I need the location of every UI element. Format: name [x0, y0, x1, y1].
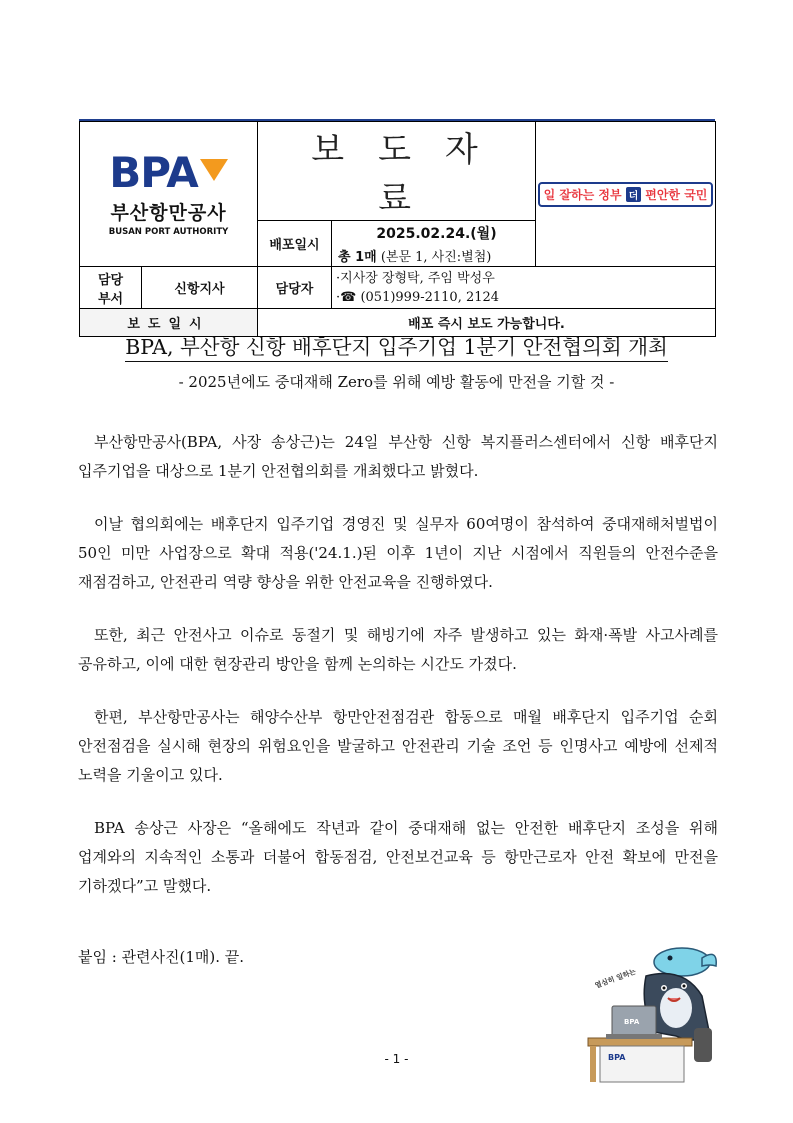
press-release-header [79, 121, 716, 337]
dept-label-line1: 담당 [97, 272, 124, 288]
speech-text: 열심히 일하는 [593, 967, 638, 990]
page-count-detail: (본문 1, 사진:별첨) [380, 249, 492, 265]
desk-brand: BPA [608, 1053, 626, 1062]
headline-text: BPA, 부산항 신항 배후단지 입주기업 1분기 안전협의회 개최 [125, 335, 668, 362]
paragraph-4: 한편, 부산항만공사는 해양수산부 항만안전점검관 합동으로 매월 배후단지 입주기업 순회 안전점검을 실시해 현장의 위험요인을 발굴하고 안전관리 기술 조언 등 인명사고 예방에 선제적 노력을 기울이고 있다. [78, 708, 719, 784]
distribution-info [332, 221, 536, 267]
attachment-note: 붙임 : 관련사진(1매). 끝. [78, 948, 245, 966]
distribution-label: 배포일시 [258, 221, 332, 267]
paragraph-5: BPA 송상근 사장은 “올해에도 작년과 같이 중대재해 없는 안전한 배후단지 조성을 위해 업계와의 지속적인 소통과 더불어 합동점검, 안전보건교육 등 항만근로자 안전 확보에 만전을 기하겠다”고 말했다. [78, 819, 718, 895]
distribution-date: 2025.02.24.(월) [376, 225, 497, 242]
government-slogan-badge [538, 182, 714, 207]
slogan-cell [536, 122, 716, 267]
page-number: - 1 - [384, 1052, 409, 1066]
paragraph-1: 부산항만공사(BPA, 사장 송상근)는 24일 부산항 신항 복지플러스센터에서 신항 배후단지 입주기업을 대상으로 1분기 안전협의회를 개최했다고 밝혔다. [78, 433, 718, 480]
bpa-logo-triangle-icon [200, 159, 228, 181]
slogan-part1: 일 잘하는 정부 [543, 187, 622, 202]
monitor-brand: BPA [624, 1018, 640, 1026]
contact-label: 담당자 [258, 267, 332, 309]
article-headline [0, 330, 793, 360]
page-count-total: 총 1매 [338, 249, 377, 265]
dept-value: 신항지사 [142, 267, 258, 309]
article-subheadline: - 2025년에도 중대재해 Zero를 위해 예방 활동에 만전을 기할 것 - [178, 373, 615, 391]
doc-type-title: 보도자료 [258, 122, 536, 221]
dept-label [80, 267, 142, 309]
contact-phone: ·☎ (051)999-2110, 2124 [336, 289, 500, 305]
release-label: 보도일시 [80, 309, 258, 337]
slogan-separator: 더 [626, 187, 642, 202]
logo-english-name: BUSAN PORT AUTHORITY [108, 226, 229, 237]
bpa-logo-text: BPA [109, 147, 198, 197]
dept-label-line2: 부서 [97, 291, 124, 307]
slogan-part2: 편안한 국민 [645, 187, 708, 202]
paragraph-2: 이날 협의회에는 배후단지 입주기업 경영진 및 실무자 60여명이 참석하여 중대재해처벌법이 50인 미만 사업장으로 확대 적용('24.1.)된 이후 1년이 지난 시점에서 직원들의 안전수준을 재점검하고, 안전관리 역량 향상을 위한 안전교육을 진행하였다. [78, 515, 718, 591]
contact-people: ·지사장 장형탁, 주임 박성우 [336, 270, 495, 286]
logo-cell [80, 122, 258, 267]
page-count [338, 246, 535, 265]
paragraph-3: 또한, 최근 안전사고 이슈로 동절기 및 해빙기에 자주 발생하고 있는 화재·폭발 사고사례를 공유하고, 이에 대한 현장관리 방안을 함께 논의하는 시간도 가졌다. [78, 626, 718, 673]
logo-korean-name: 부산항만공사 [110, 201, 227, 224]
contact-info [332, 267, 716, 309]
release-text: 배포 즉시 보도 가능합니다. [258, 309, 716, 337]
article-body [78, 428, 718, 925]
